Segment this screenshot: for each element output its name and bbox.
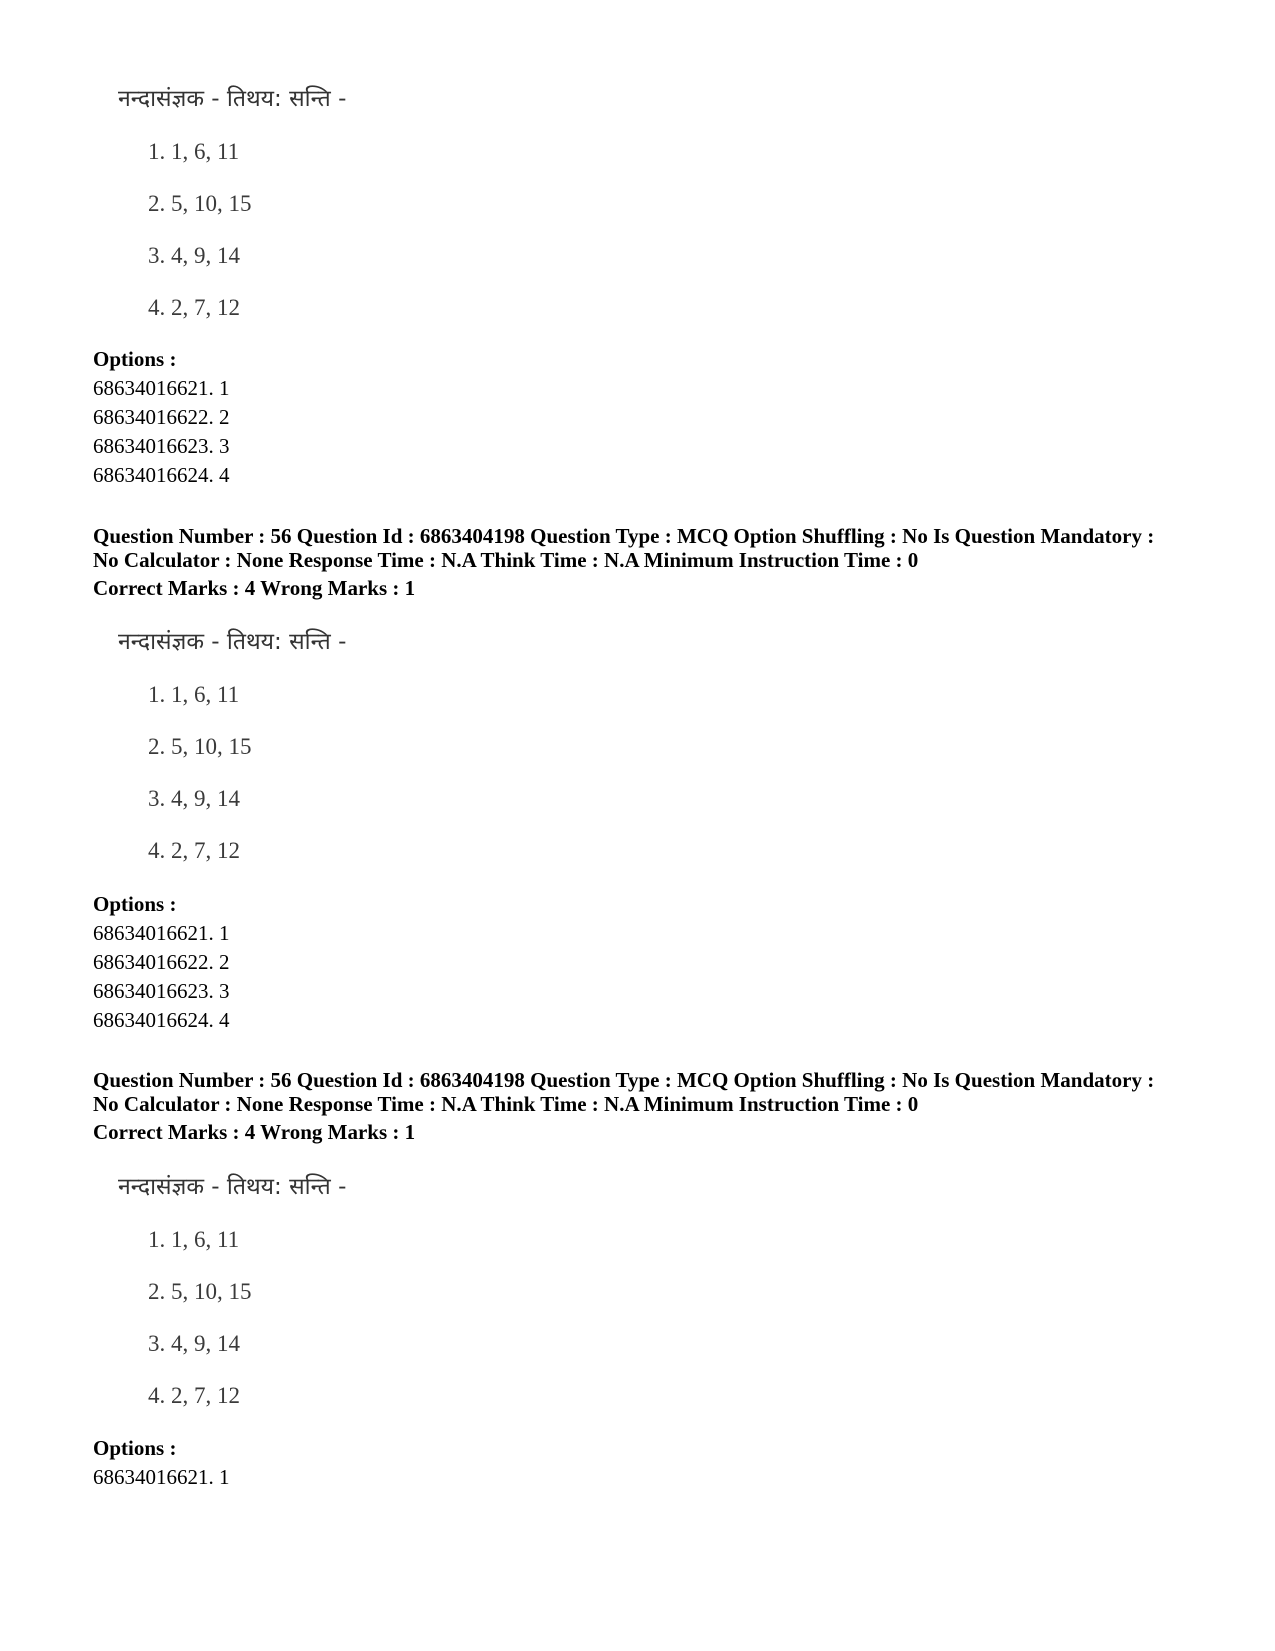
question-image [118, 1173, 518, 1418]
options-title: Options : [93, 1436, 177, 1460]
options-list [93, 890, 1193, 1035]
question-image [118, 628, 518, 873]
question-meta [93, 524, 1213, 600]
option-item: 68634016623. 3 [93, 979, 230, 1003]
options-list [93, 345, 1193, 490]
question-choice: 2. 5, 10, 15 [148, 191, 252, 216]
option-item: 68634016623. 3 [93, 434, 230, 458]
option-item: 68634016624. 4 [93, 463, 230, 487]
question-choice: 3. 4, 9, 14 [148, 786, 240, 811]
option-item: 68634016621. 1 [93, 921, 230, 945]
option-item: 68634016622. 2 [93, 405, 230, 429]
question-marks: Correct Marks : 4 Wrong Marks : 1 [93, 1120, 416, 1144]
option-item: 68634016621. 1 [93, 376, 230, 400]
option-item: 68634016622. 2 [93, 950, 230, 974]
question-meta [93, 1068, 1213, 1144]
question-choice: 1. 1, 6, 11 [148, 1227, 240, 1252]
question-meta-line: Question Number : 56 Question Id : 6863404198 Question Type : MCQ Option Shuffling : No Is Question Mandatory : [93, 1068, 1155, 1092]
question-choice: 2. 5, 10, 15 [148, 734, 252, 759]
question-meta-line: No Calculator : None Response Time : N.A Think Time : N.A Minimum Instruction Time : 0 [93, 1092, 919, 1116]
question-meta-line: No Calculator : None Response Time : N.A Think Time : N.A Minimum Instruction Time : 0 [93, 548, 919, 572]
question-marks: Correct Marks : 4 Wrong Marks : 1 [93, 576, 416, 600]
question-choice: 2. 5, 10, 15 [148, 1279, 252, 1304]
question-choice: 3. 4, 9, 14 [148, 1331, 240, 1356]
question-choice: 4. 2, 7, 12 [148, 838, 240, 863]
options-title: Options : [93, 347, 177, 371]
question-stem: नन्दासंज्ञक - तिथय: सन्ति - [118, 1174, 347, 1200]
question-choice: 1. 1, 6, 11 [148, 682, 240, 707]
question-stem: नन्दासंज्ञक - तिथय: सन्ति - [118, 86, 347, 112]
options-list [93, 1434, 1193, 1492]
question-choice: 3. 4, 9, 14 [148, 243, 240, 268]
question-choice: 4. 2, 7, 12 [148, 1383, 240, 1408]
option-item: 68634016621. 1 [93, 1465, 230, 1489]
question-choice: 1. 1, 6, 11 [148, 139, 240, 164]
question-image [118, 85, 518, 330]
question-choice: 4. 2, 7, 12 [148, 295, 240, 320]
option-item: 68634016624. 4 [93, 1008, 230, 1032]
options-title: Options : [93, 892, 177, 916]
question-stem: नन्दासंज्ञक - तिथय: सन्ति - [118, 629, 347, 655]
question-meta-line: Question Number : 56 Question Id : 6863404198 Question Type : MCQ Option Shuffling : No Is Question Mandatory : [93, 524, 1155, 548]
